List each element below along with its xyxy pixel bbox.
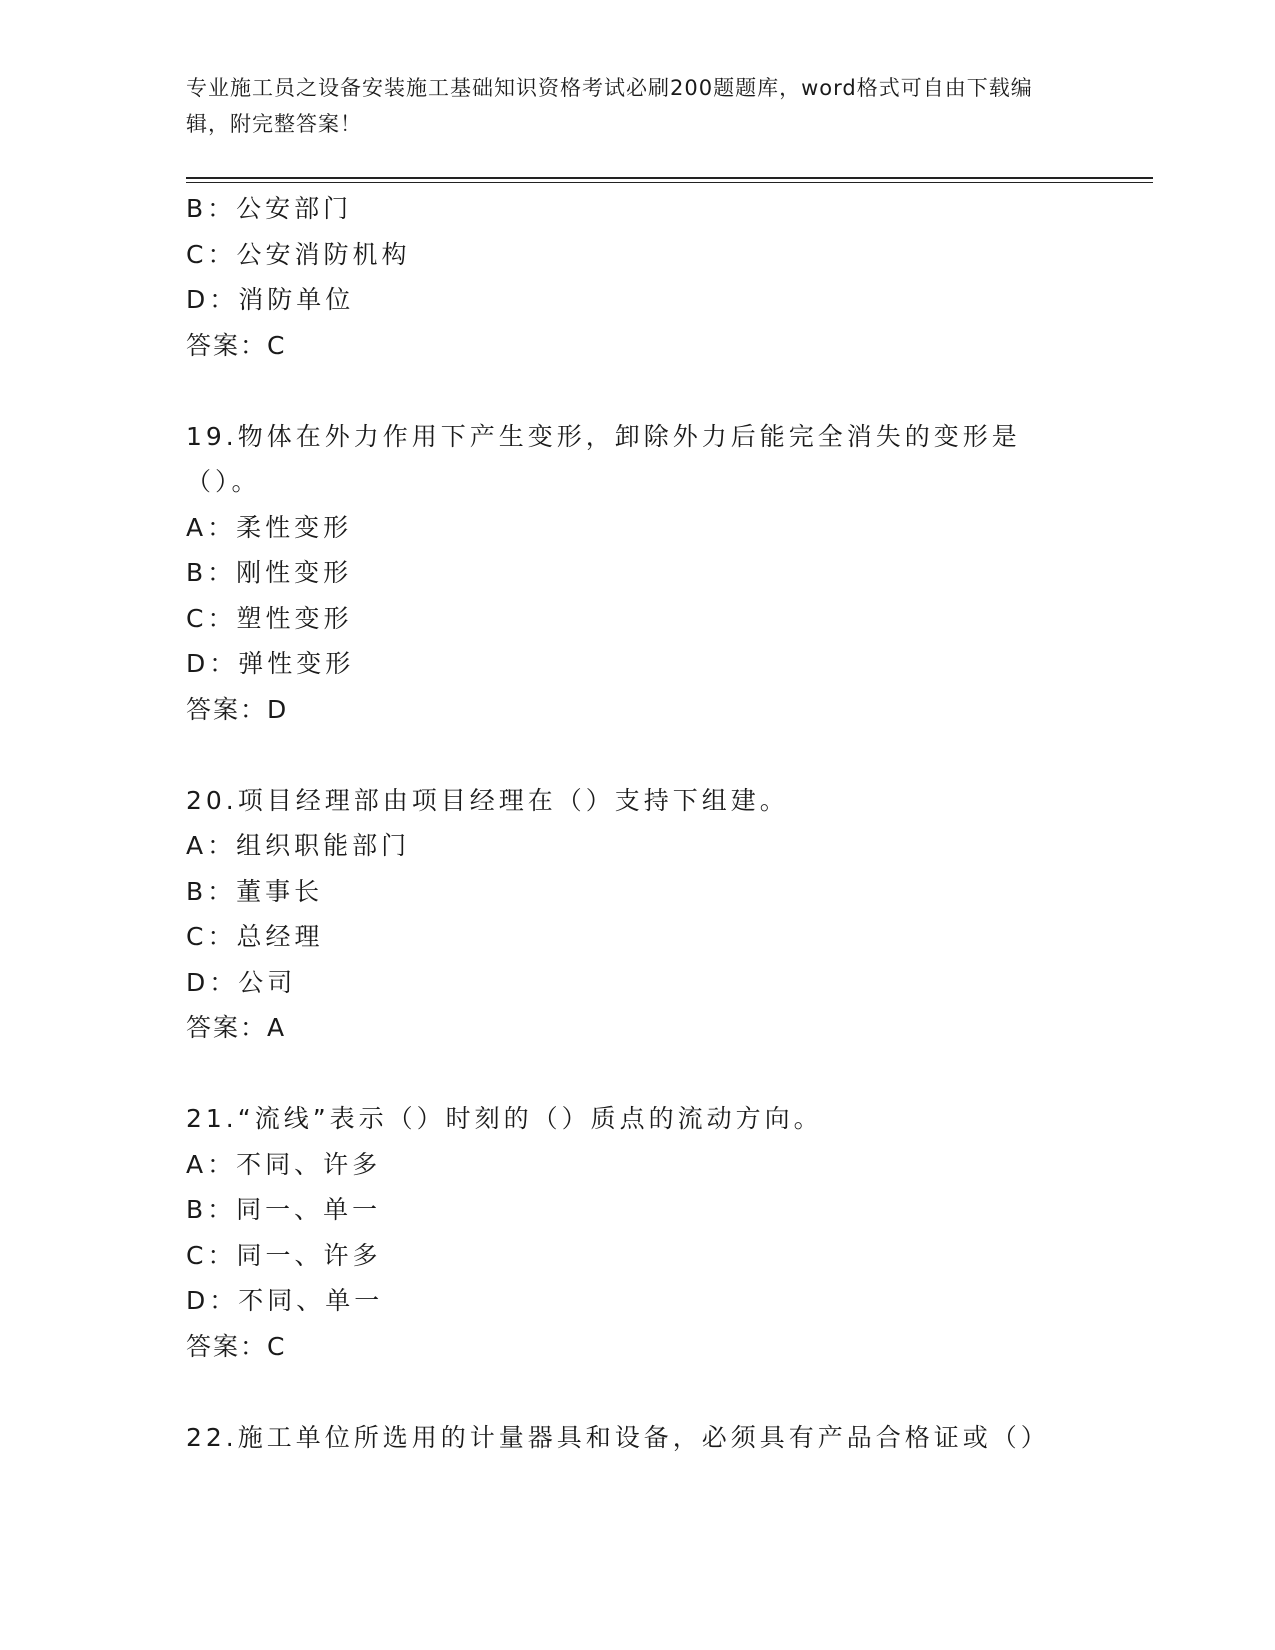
spacer <box>186 368 1086 414</box>
answer-line: 答案：A <box>186 1013 287 1042</box>
document-header: 专业施工员之设备安装施工基础知识资格考试必刷200题题库，word格式可自由下载编辑，附完整答案！ <box>186 76 1033 136</box>
option-c: C：公安消防机构 <box>186 239 411 269</box>
option-c: C：总经理 <box>186 922 324 951</box>
header-divider-thin <box>186 182 1153 183</box>
answer-line: 答案：C <box>186 330 287 360</box>
question-text: 20.项目经理部由项目经理在（）支持下组建。 <box>186 785 789 815</box>
option-d: D：消防单位 <box>186 285 355 314</box>
option-c: C：塑性变形 <box>186 603 353 633</box>
spacer <box>186 1369 1086 1415</box>
question-text: 22.施工单位所选用的计量器具和设备，必须具有产品合格证或（） <box>186 1422 1050 1452</box>
option-a: A：组织职能部门 <box>186 831 411 860</box>
question-block-19 <box>186 414 1086 733</box>
continued-question-block <box>186 186 1086 368</box>
answer-line: 答案：C <box>186 1331 287 1361</box>
spacer <box>186 1051 1086 1097</box>
option-b: B：公安部门 <box>186 194 353 223</box>
option-a: A：柔性变形 <box>186 512 353 542</box>
question-block-22 <box>186 1415 1086 1461</box>
option-c: C：同一、许多 <box>186 1240 382 1270</box>
document-body <box>186 186 1086 1460</box>
question-block-21 <box>186 1096 1086 1369</box>
option-d: D：不同、单一 <box>186 1286 384 1315</box>
answer-line: 答案：D <box>186 694 289 724</box>
option-d: D：公司 <box>186 967 297 997</box>
option-d: D：弹性变形 <box>186 649 355 678</box>
question-text: 19.物体在外力作用下产生变形，卸除外力后能完全消失的变形是（）。 <box>186 421 1021 496</box>
option-b: B：同一、单一 <box>186 1195 382 1224</box>
question-text: 21.“流线”表示（）时刻的（）质点的流动方向。 <box>186 1104 823 1133</box>
option-a: A：不同、许多 <box>186 1149 382 1179</box>
option-b: B：刚性变形 <box>186 558 353 587</box>
header-divider-thick <box>186 177 1153 179</box>
question-block-20 <box>186 778 1086 1051</box>
option-b: B：董事长 <box>186 876 324 906</box>
spacer <box>186 732 1086 778</box>
